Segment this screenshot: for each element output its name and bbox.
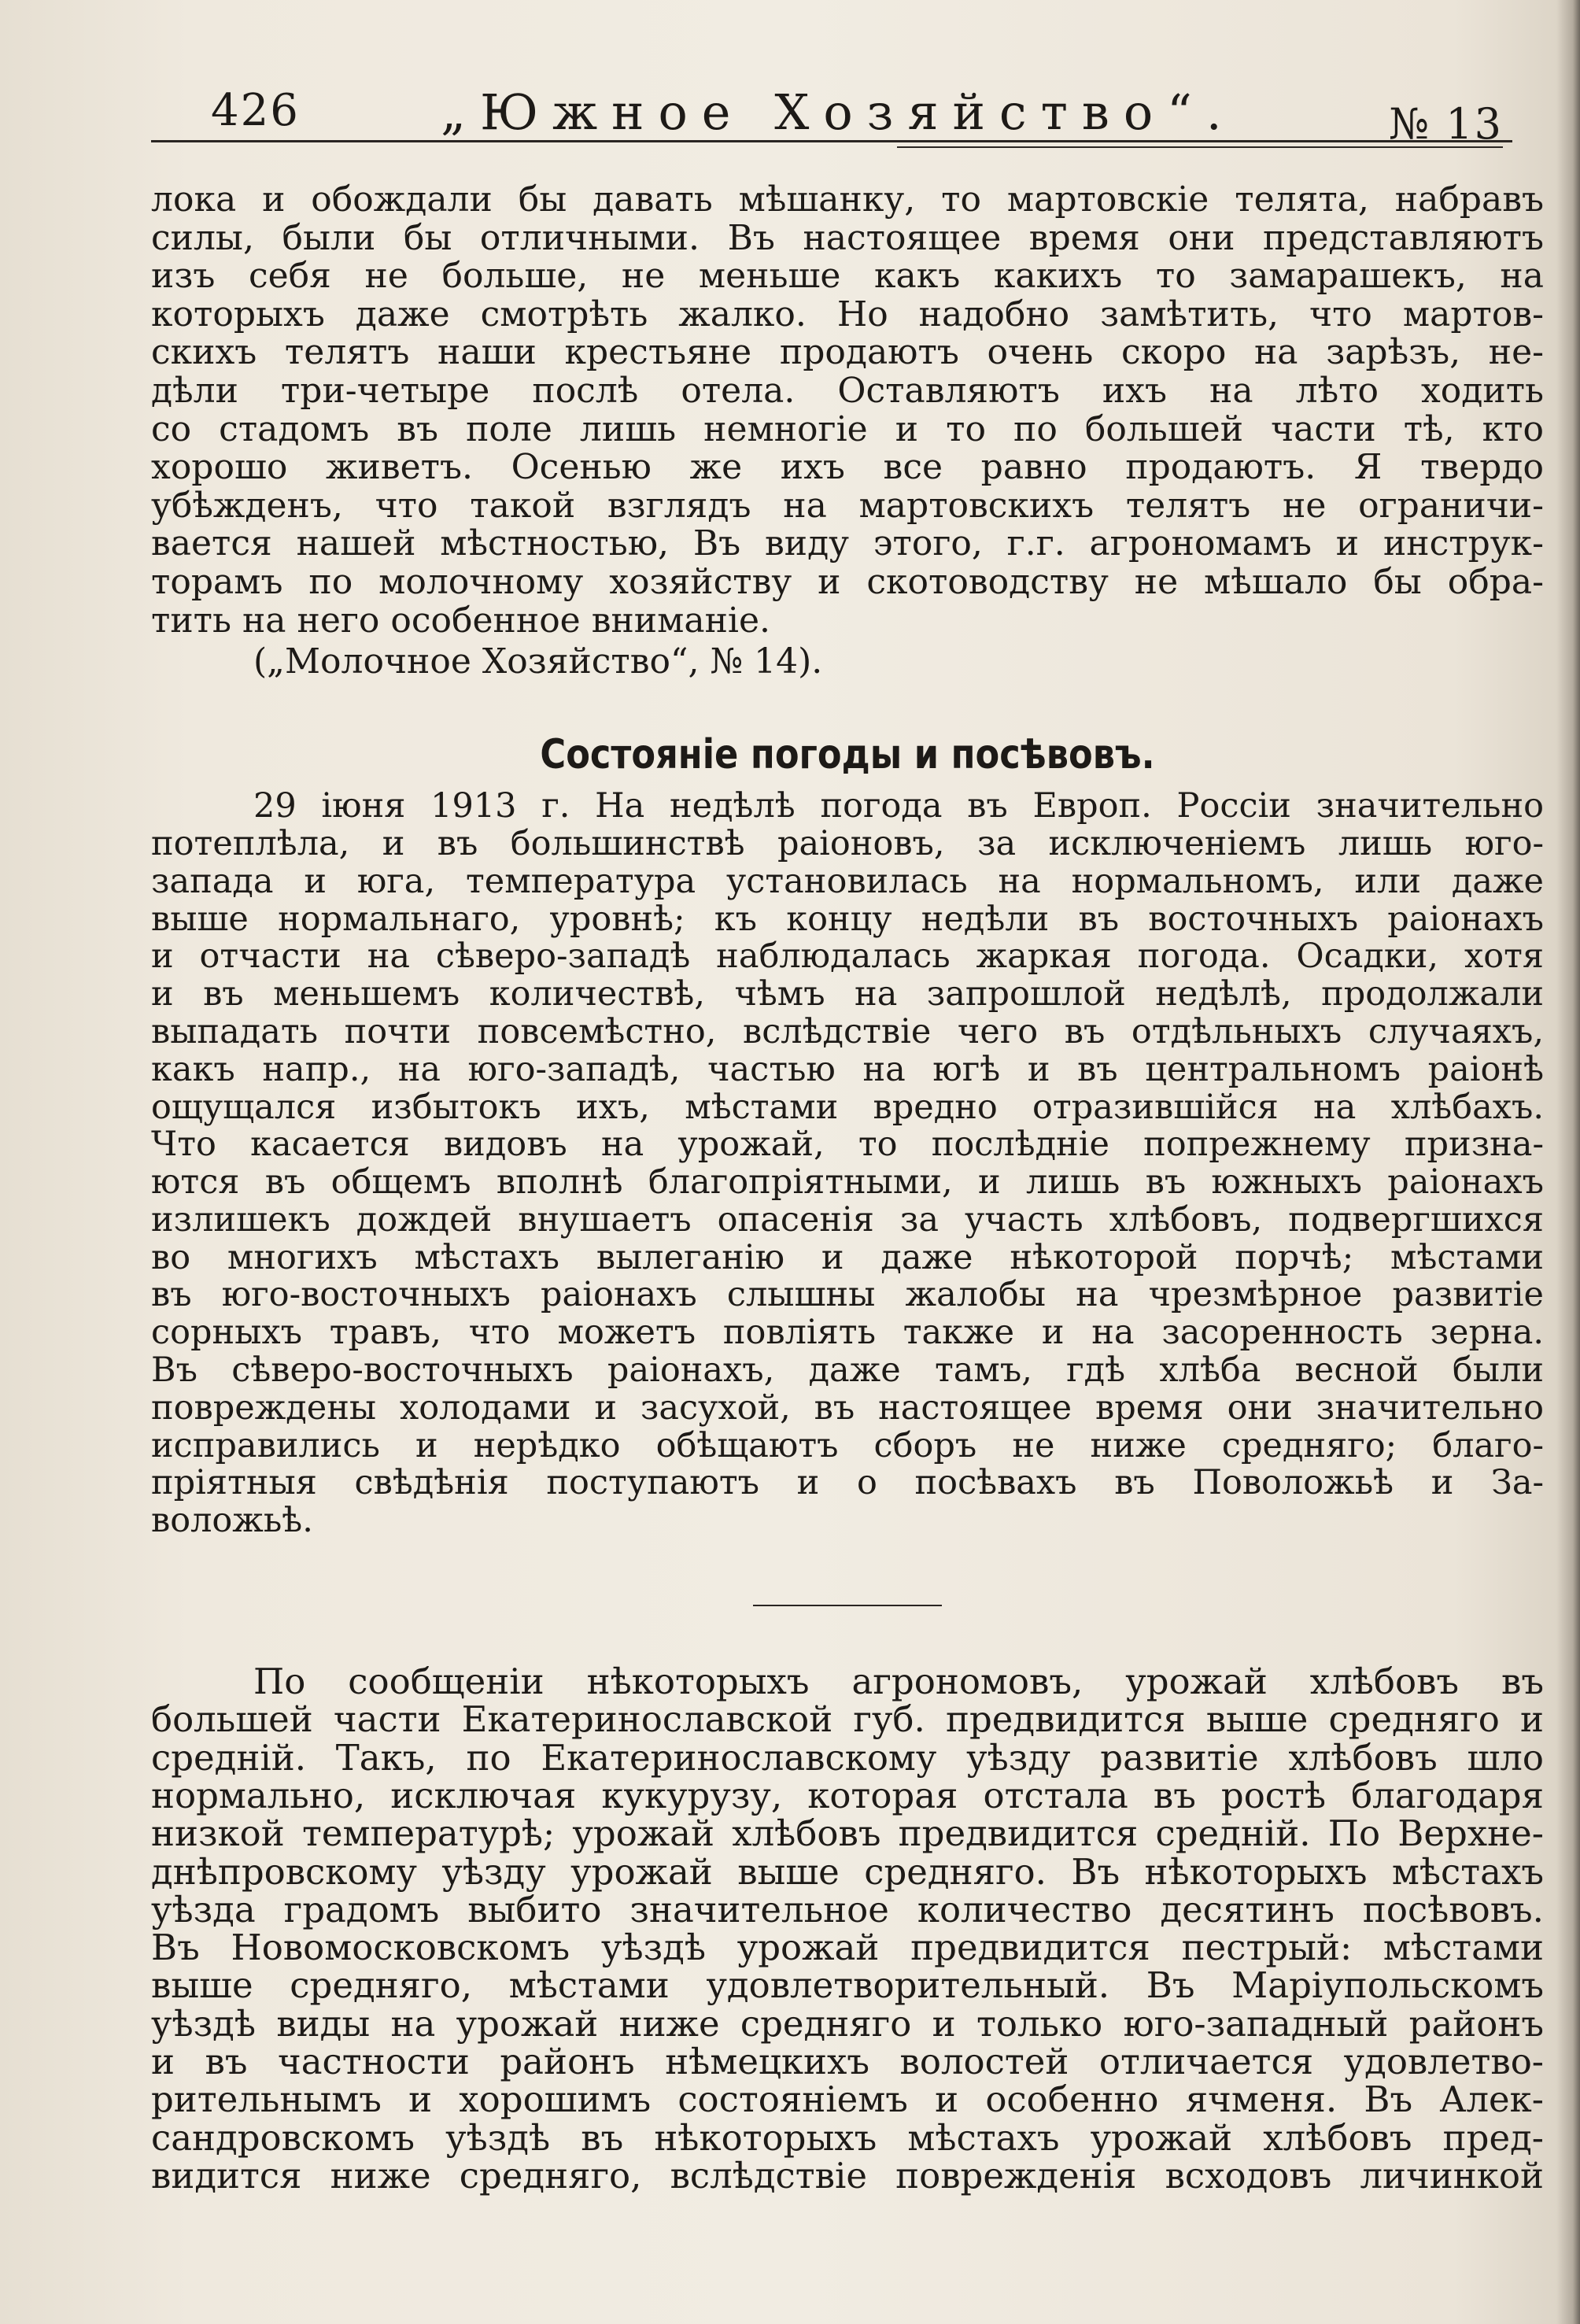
- text-line: По сообщеніи нѣкоторыхъ агрономовъ, урожай хлѣбовъ въ: [253, 1661, 1544, 1703]
- source-citation: („Молочное Хозяйство“, № 14).: [253, 641, 823, 682]
- text-line: ются въ общемъ вполнѣ благопріятными, и лишь въ южныхъ раіонахъ: [151, 1162, 1544, 1203]
- text-line: запада и юга, температура установилась на нормальномъ, или даже: [151, 861, 1544, 901]
- text-line: сандровскомъ уѣздѣ въ нѣкоторыхъ мѣстахъ урожай хлѣбовъ пред-: [151, 2116, 1544, 2159]
- binding-shadow: [1556, 0, 1580, 2324]
- text-line: и въ частности районъ нѣмецкихъ волостей отличается удовлетво-: [151, 2041, 1544, 2083]
- text-line: сорныхъ травъ, что можетъ повліять также и на засоренность зерна.: [151, 1313, 1544, 1353]
- text-line: силы, были бы отличными. Въ настоящее время они представляютъ: [151, 217, 1544, 258]
- text-line: какъ напр., на юго-западѣ, частью на югѣ и въ центральномъ раіонѣ: [151, 1049, 1544, 1089]
- weather-report: [151, 788, 1544, 1540]
- text-line: и отчасти на сѣверо-западѣ наблюдалась жаркая погода. Осадки, хотя: [151, 937, 1544, 977]
- text-line: Что касается видовъ на урожай, то послѣдніе попрежнему призна-: [151, 1125, 1544, 1165]
- text-line: Въ Новомосковскомъ уѣздѣ урожай предвидится пестрый: мѣстами: [151, 1927, 1544, 1969]
- text-line: изъ себя не больше, не меньше какъ какихъ то замарашекъ, на: [151, 256, 1544, 297]
- text-line: выше средняго, мѣстами удовлетворительный. Въ Маріупольскомъ: [151, 1964, 1544, 2007]
- section-heading: Состояніе погоды и посѣвовъ.: [540, 731, 1155, 779]
- section-divider: [753, 1605, 942, 1606]
- text-line: видится ниже средняго, вслѣдствіе поврежденія всходовъ личинкой: [151, 2154, 1544, 2197]
- text-line: низкой температурѣ; урожай хлѣбовъ предвидится средній. По Верхне-: [151, 1812, 1544, 1855]
- header-rule-double: [897, 146, 1503, 148]
- text-line: лока и обождали бы давать мѣшанку, то мартовскіе телята, набравъ: [151, 179, 1544, 220]
- text-line: вается нашей мѣстностью, Въ виду этого, г.г. агрономамъ и инструк-: [151, 523, 1544, 564]
- text-line: излишекъ дождей внушаетъ опасенія за участь хлѣбовъ, подвергшихся: [151, 1199, 1544, 1240]
- text-line: во многихъ мѣстахъ вылеганію и даже нѣкоторой порчѣ; мѣстами: [151, 1237, 1544, 1277]
- text-line: дѣли три-четыре послѣ отела. Оставляютъ ихъ на лѣто ходить: [151, 370, 1544, 411]
- text-line: уѣзда градомъ выбито значительное количество десятинъ посѣвовъ.: [151, 1888, 1544, 1931]
- page-content: [151, 181, 1544, 2195]
- text-line: тить на него особенное вниманіе.: [151, 600, 771, 641]
- journal-title: „Южное Хозяйство“.: [441, 83, 1236, 141]
- text-line: пріятныя свѣдѣнія поступаютъ и о посѣвахъ въ Поволожьѣ и За-: [151, 1463, 1544, 1503]
- text-line: Въ сѣверо-восточныхъ раіонахъ, даже тамъ, гдѣ хлѣба весной были: [151, 1350, 1544, 1391]
- text-line: рительнымъ и хорошимъ состояніемъ и особенно ячменя. Въ Алек-: [151, 2078, 1544, 2121]
- text-line: скихъ телятъ наши крестьяне продаютъ очень скоро на зарѣзъ, не-: [151, 332, 1544, 373]
- header-rule: [151, 140, 1512, 142]
- running-header: [205, 79, 1511, 150]
- text-line: со стадомъ въ поле лишь немногіе и то по большей части тѣ, кто: [151, 408, 1544, 449]
- text-line: воложьѣ.: [151, 1501, 313, 1541]
- text-line: выше нормальнаго, уровнѣ; къ концу недѣли въ восточныхъ раіонахъ: [151, 899, 1544, 939]
- text-line: нормально, исключая кукурузу, которая отстала въ ростѣ благодаря: [151, 1774, 1544, 1816]
- article-continuation: [151, 181, 1544, 681]
- text-line: въ юго-восточныхъ раіонахъ слышны жалобы на чрезмѣрное развитіе: [151, 1275, 1544, 1315]
- text-line: 29 іюня 1913 г. На недѣлѣ погода въ Европ. Россіи значительно: [253, 786, 1544, 826]
- text-line: повреждены холодами и засухой, въ настоящее время они значительно: [151, 1387, 1544, 1428]
- text-line: хорошо живетъ. Осенью же ихъ все равно продаютъ. Я твердо: [151, 447, 1544, 488]
- text-line: уѣздѣ виды на урожай ниже средняго и только юго-западный районъ: [151, 2002, 1544, 2045]
- issue-number: № 13: [1389, 99, 1503, 149]
- text-line: большей части Екатеринославской губ. предвидится выше средняго и: [151, 1698, 1544, 1741]
- text-line: потеплѣла, и въ большинствѣ раіоновъ, за исключеніемъ лишь юго-: [151, 823, 1544, 863]
- text-line: и въ меньшемъ количествѣ, чѣмъ на запрошлой недѣлѣ, продолжали: [151, 974, 1544, 1014]
- text-line: средній. Такъ, по Екатеринославскому уѣзду развитіе хлѣбовъ шло: [151, 1736, 1544, 1779]
- text-line: торамъ по молочному хозяйству и скотоводству не мѣшало бы обра-: [151, 561, 1544, 602]
- text-line: исправились и нерѣдко обѣщаютъ сборъ не ниже средняго; благо-: [151, 1425, 1544, 1465]
- page-number: 426: [211, 85, 300, 136]
- harvest-report: [151, 1663, 1544, 2195]
- text-line: которыхъ даже смотрѣть жалко. Но надобно замѣтить, что мартов-: [151, 294, 1544, 334]
- text-line: днѣпровскому уѣзду урожай выше средняго. Въ нѣкоторыхъ мѣстахъ: [151, 1850, 1544, 1893]
- text-line: выпадать почти повсемѣстно, вслѣдствіе чего въ отдѣльныхъ случаяхъ,: [151, 1011, 1544, 1051]
- text-line: убѣжденъ, что такой взглядъ на мартовскихъ телятъ не ограничи-: [151, 485, 1544, 526]
- text-line: ощущался избытокъ ихъ, мѣстами вредно отразившійся на хлѣбахъ.: [151, 1087, 1544, 1127]
